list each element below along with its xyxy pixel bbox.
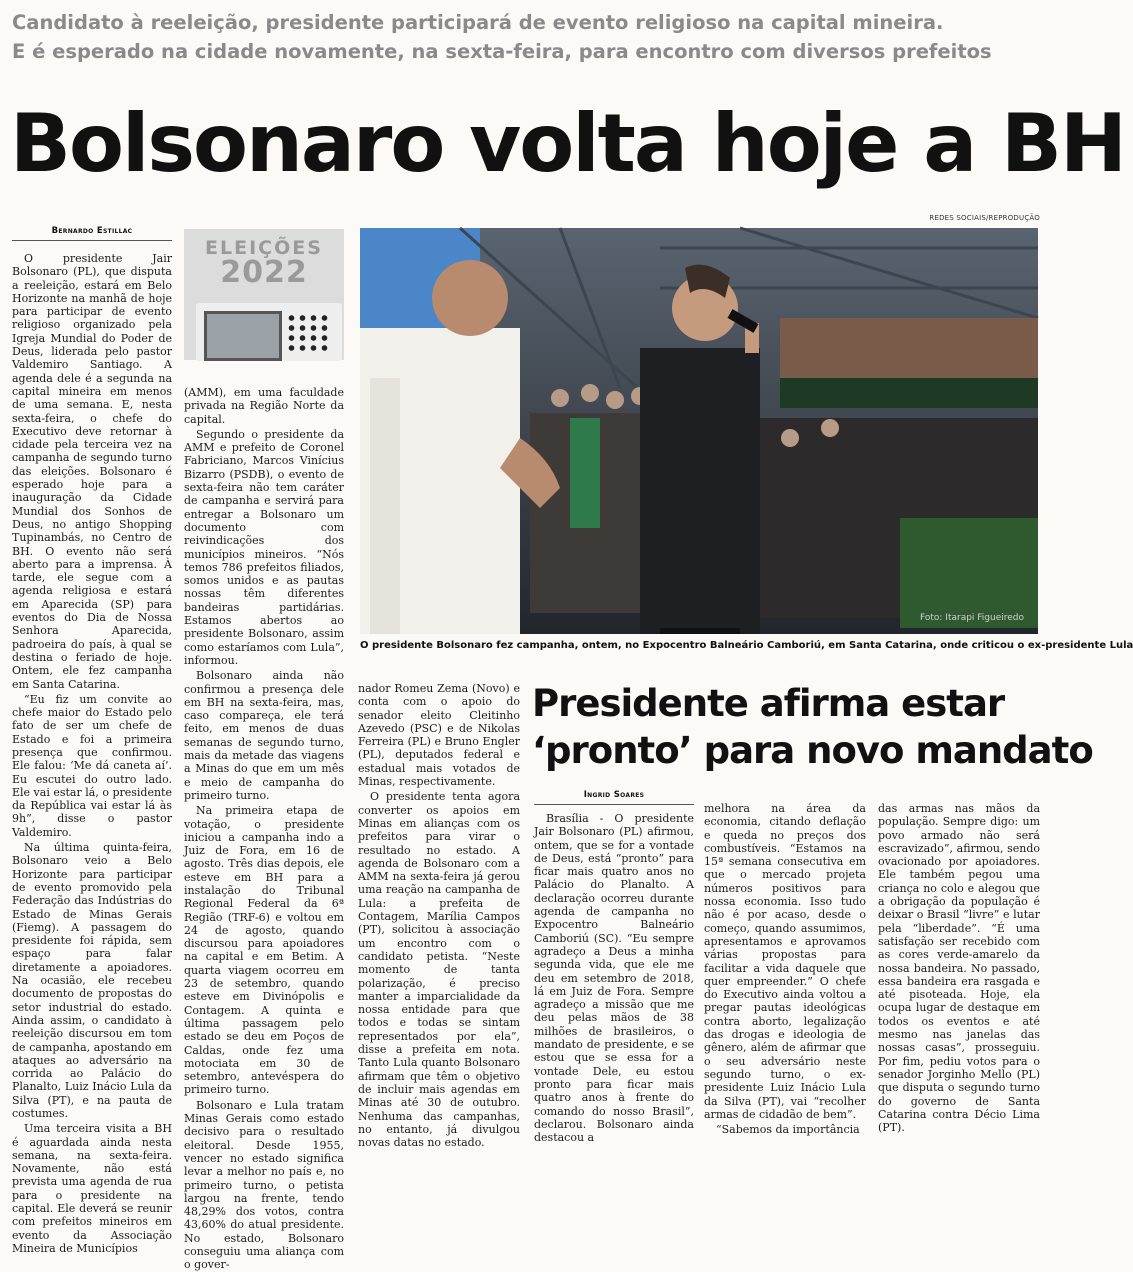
elections-year: 2022 (220, 255, 308, 290)
voting-machine-icon (196, 303, 342, 361)
paragraph: Segundo o presidente da AMM e prefeito de Coronel Fabriciano, Marcos Vinícius Bizarro (PSDB), o evento de sexta-feira não tem caráter de campanha e servirá para entregar a Bolsonaro um documento com reivindicações dos municípios mineiros. “Nós temos 786 prefeitos filiados, somos unidos e as pautas nossas têm diferentes bandeiras partidárias. Estamos abertos ao presidente Bolsonaro, assim como estaríamos com Lula”, informou. (184, 427, 344, 667)
article-column-1 (12, 252, 172, 1255)
article-column-2 (184, 386, 344, 1272)
photo-watermark: Foto: Itarapi Figueiredo (920, 613, 1025, 623)
paragraph: Uma terceira visita a BH é aguardada ainda nesta semana, na sexta-feira. Novamente, não está prevista uma agenda de rua para o presidente na capital. Ele deverá se reunir com prefeitos mineiros em evento da Associação Mineira de Municípios (12, 1122, 172, 1255)
elections-label: ELEIÇÕES (205, 237, 323, 259)
second-headline-line-2: ‘pronto’ para novo mandato (532, 729, 1093, 772)
paragraph: Brasília - O presidente Jair Bolsonaro (PL) afirmou, ontem, que se for a vontade de Deus, está “pronto” para ficar mais quatro anos no Palácio do Planalto. A declaração ocorreu durante agenda de campanha no Expocentro Balneário Camboriú (SC). “Eu sempre agradeço a Deus a minha segunda vida, que ele me deu em setembro de 2018, lá em Juiz de Fora. Sempre agradeço a missão que me deu pelas mãos de 38 milhões de brasileiros, o mandato de presidente, e se estou que se essa for a vontade Dele, eu estou pronto para ficar mais quatro anos à frente do comando do nosso Brasil”, declarou. Bolsonaro ainda destacou a (534, 812, 694, 1145)
headline: Bolsonaro volta hoje a BH (10, 97, 1125, 190)
second-column-2 (704, 802, 866, 1137)
byline-second: Ingrid Soares (534, 790, 694, 805)
second-column-1 (534, 812, 694, 1145)
paragraph: “Sabemos da importância (716, 1123, 860, 1137)
campaign-photo (360, 228, 1038, 634)
kicker-line-2: E é esperado na cidade novamente, na sexta-feira, para encontro com diversos prefeitos (12, 40, 992, 63)
paragraph: Na primeira etapa de votação, o presidente iniciou a campanha indo a Juiz de Fora, em 16 de agosto. Três dias depois, ele esteve em BH para a instalação do Tribunal Regional Federal da 6ª Região (TRF-6) e voltou em 24 de agosto, quando discursou para apoiadores na capital e em Betim. A quarta viagem ocorreu em 23 de setembro, quando esteve em Divinópolis e Contagem. A quinta e última passagem pelo estado se deu em Poços de Caldas, onde fez uma motociata em 30 de setembro, antevéspera do primeiro turno. (184, 804, 344, 1097)
paragraph: Na última quinta-feira, Bolsonaro veio a Belo Horizonte para participar de evento promovido pela Federação das Indústrias do Estado de Minas Gerais (Fiemg). A passagem do presidente foi rápida, sem espaço para falar diretamente a apoiadores. Na ocasião, ele recebeu documento de propostas do setor industrial do estado. Ainda assim, o candidato à reeleição discursou em tom de campanha, apostando em ataques ao adversário na corrida ao Palácio do Planalto, Luiz Inácio Lula da Silva (PT), e na pauta de costumes. (12, 841, 172, 1120)
second-column-3 (878, 802, 1040, 1135)
paragraph: O presidente tenta agora converter os apoios em Minas em alianças com os prefeitos para virar o resultado no estado. A agenda de Bolsonaro com a AMM na sexta-feira já gerou uma reação na campanha de Lula: a prefeita de Contagem, Marília Campos (PT), solicitou à associação um encontro com o candidato petista. “Neste momento de tanta polarização, é preciso manter a imparcialidade da nossa entidade para que todos e todas se sintam representados por ela”, disse a prefeita em nota. Tanto Lula quanto Bolsonaro afirmam que têm o objetivo de incluir mais agendas em Minas até 30 de outubro. Nenhuma das campanhas, no entanto, já divulgou novas datas no estado. (358, 790, 520, 1150)
paragraph: (AMM), em uma faculdade privada na Região Norte da capital. (184, 386, 344, 426)
paragraph: O presidente Jair Bolsonaro (PL), que disputa a reeleição, estará em Belo Horizonte na manhã de hoje para participar de evento religioso organizado pela Igreja Mundial do Poder de Deus, liderada pelo pastor Valdemiro Santiago. A agenda dele é a segunda na capital mineira em menos de uma semana. E, nesta sexta-feira, o chefe do Executivo deve retornar à cidade pela terceira vez na campanha de segundo turno das eleições. Bolsonaro é esperado hoje para a inauguração da Cidade Mundial dos Sonhos de Deus, no antigo Shopping Tupinambás, no Centro de BH. O evento não será aberto para a imprensa. À tarde, ele segue com a agenda religiosa e estará em Aparecida (SP) para eventos do Dia de Nossa Senhora Aparecida, padroeira do país, à qual se destina o feriado de hoje. Ontem, ele fez campanha em Santa Catarina. (12, 252, 172, 691)
paragraph: das armas nas mãos da população. Sempre digo: um povo armado não será escravizado”, afirmou, sendo ovacionado por apoiadores. Ele também pegou uma criança no colo e alegou que a obrigação da população é deixar o Brasil “livre” e lutar pela “liberdade”. “É uma satisfação ser recebido com as cores verde-amarelo da nossa bandeira. No passado, essa bandeira era rasgada e até pisoteada. Hoje, ela ocupa lugar de destaque em todos os eventos e até mesmo nas janelas das nossas casas”, prosseguiu. Por fim, pediu votos para o senador Jorginho Mello (PL) que disputa o segundo turno do governo de Santa Catarina contra Décio Lima (PT). (878, 802, 1040, 1135)
paragraph: nador Romeu Zema (Novo) e conta com o apoio do senador eleito Cleitinho Azevedo (PSC) e de Nikolas Ferreira (PL) e Bruno Engler (PL), deputados federal e estadual mais votados de Minas, respectivamente. (358, 682, 520, 789)
elections-2022-box (184, 229, 344, 360)
second-headline (532, 680, 1093, 774)
second-headline-line-1: Presidente afirma estar (532, 682, 1005, 725)
paragraph: “Eu fiz um convite ao chefe maior do Estado pelo fato de ser um chefe de Estado e foi a primeira presença que confirmou. Ele falou: ‘Me dá caneta aí’. Eu escutei do outro lado. Ele vai estar lá, o presidente da República vai estar lá às 9h”, disse o pastor Valdemiro. (12, 692, 172, 839)
paragraph: Bolsonaro ainda não confirmou a presença dele em BH na sexta-feira, mas, caso compareça, ele terá feito, em menos de duas semanas de segundo turno, mais da metade das viagens a Minas do que em um mês e meio de campanha do primeiro turno. (184, 669, 344, 802)
kicker (12, 8, 1042, 66)
byline-main: Bernardo Estillac (12, 226, 172, 241)
photo-caption: O presidente Bolsonaro fez campanha, ontem, no Expocentro Balneário Camboriú, em Santa Catarina, onde criticou o ex-presidente Lula (360, 640, 1133, 651)
kicker-line-1: Candidato à reeleição, presidente participará de evento religioso na capital mineira. (12, 11, 944, 34)
paragraph: Bolsonaro e Lula tratam Minas Gerais como estado decisivo para o resultado eleitoral. Desde 1955, vencer no estado significa levar a melhor no país e, no primeiro turno, o petista largou na frente, tendo 48,29% dos votos, contra 43,60% do atual presidente. No estado, Bolsonaro conseguiu uma aliança com o gover- (184, 1098, 344, 1272)
article-column-3 (358, 682, 520, 1150)
photo-credit: REDES SOCIAIS/REPRODUÇÃO (929, 214, 1040, 222)
paragraph: melhora na área da economia, citando deflação e queda no preços dos combustíveis. “Estamos na 15ª semana consecutiva em que o mercado projeta números positivos para nossa economia. Isso tudo não é por acaso, desde o começo, quando assumimos, apresentamos e aprovamos várias propostas para facilitar a vida daquele que quer empreender.” O chefe do Executivo ainda voltou a pregar pautas ideológicas contra aborto, legalização das drogas e ideologia de gênero, além de afirmar que o seu adversário neste segundo turno, o ex-presidente Luiz Inácio Lula da Silva (PT), vai “recolher armas de cidadão de bem”. (704, 802, 866, 1121)
